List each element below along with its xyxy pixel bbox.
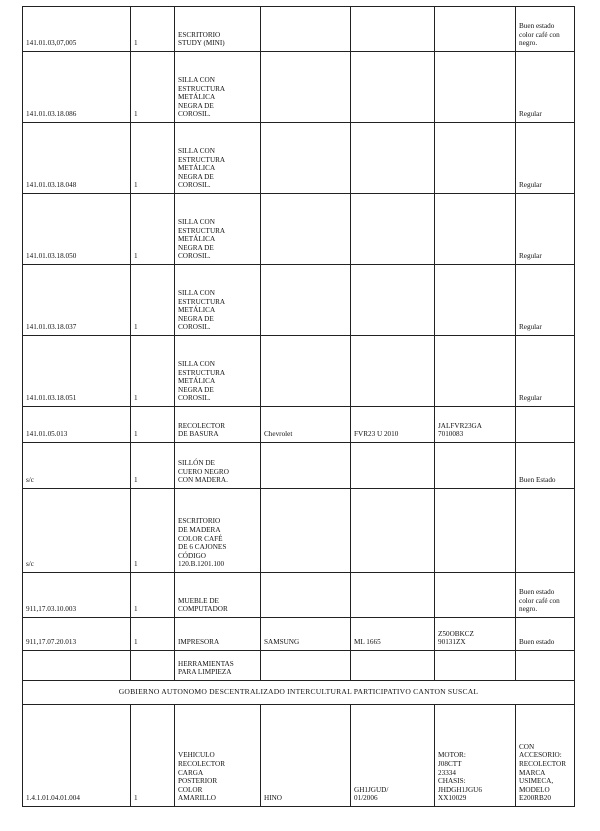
brand-cell xyxy=(261,265,351,336)
description-cell: SILLÓN DE CUERO NEGRO CON MADERA. xyxy=(175,443,261,489)
description-cell: MUEBLE DE COMPUTADOR xyxy=(175,573,261,618)
model-cell xyxy=(351,123,435,194)
observation-cell xyxy=(516,489,575,573)
code-cell: 141.01.03.18.050 xyxy=(23,194,131,265)
code-cell: 911,17.07.20.013 xyxy=(23,618,131,651)
section-banner-row xyxy=(23,681,575,705)
code-cell: 141.01.05.013 xyxy=(23,407,131,443)
code-cell: s/c xyxy=(23,443,131,489)
model-cell xyxy=(351,651,435,681)
table-row xyxy=(23,52,575,123)
brand-cell xyxy=(261,123,351,194)
qty-cell: 1 xyxy=(131,336,175,407)
qty-cell: 1 xyxy=(131,573,175,618)
brand-cell xyxy=(261,651,351,681)
brand-cell: Chevrolet xyxy=(261,407,351,443)
serial-cell: Z50OBKCZ 90131ZX xyxy=(435,618,516,651)
description-cell: SILLA CON ESTRUCTURA METÁLICA NEGRA DE COROSIL. xyxy=(175,123,261,194)
model-cell xyxy=(351,489,435,573)
qty-cell: 1 xyxy=(131,123,175,194)
observation-cell: Buen estado color café con negro. xyxy=(516,7,575,52)
description-cell: SILLA CON ESTRUCTURA METÁLICA NEGRA DE COROSIL. xyxy=(175,52,261,123)
description-cell: ESCRITORIO STUDY (MINI) xyxy=(175,7,261,52)
observation-cell: Regular xyxy=(516,52,575,123)
brand-cell xyxy=(261,7,351,52)
description-cell: SILLA CON ESTRUCTURA METÁLICA NEGRA DE COROSIL. xyxy=(175,265,261,336)
section-banner: GOBIERNO AUTONOMO DESCENTRALIZADO INTERCULTURAL PARTICIPATIVO CANTON SUSCAL xyxy=(23,681,575,705)
table-row xyxy=(23,336,575,407)
brand-cell: HINO xyxy=(261,705,351,807)
observation-cell xyxy=(516,407,575,443)
observation-cell: Regular xyxy=(516,194,575,265)
brand-cell xyxy=(261,336,351,407)
inventory-table xyxy=(22,6,575,807)
table-row xyxy=(23,407,575,443)
table-row xyxy=(23,7,575,52)
code-cell: 1.4.1.01.04.01.004 xyxy=(23,705,131,807)
serial-cell xyxy=(435,489,516,573)
code-cell: 141.01.03,07,005 xyxy=(23,7,131,52)
model-cell xyxy=(351,7,435,52)
description-cell: HERRAMIENTAS PARA LIMPIEZA xyxy=(175,651,261,681)
qty-cell xyxy=(131,651,175,681)
brand-cell xyxy=(261,194,351,265)
table-row xyxy=(23,265,575,336)
serial-cell xyxy=(435,52,516,123)
table-row xyxy=(23,573,575,618)
table-row xyxy=(23,123,575,194)
description-cell: RECOLECTOR DE BASURA xyxy=(175,407,261,443)
model-cell xyxy=(351,443,435,489)
code-cell: s/c xyxy=(23,489,131,573)
code-cell: 141.01.03.18.037 xyxy=(23,265,131,336)
qty-cell: 1 xyxy=(131,407,175,443)
code-cell: 141.01.03.18.086 xyxy=(23,52,131,123)
qty-cell: 1 xyxy=(131,705,175,807)
code-cell: 141.01.03.18.048 xyxy=(23,123,131,194)
observation-cell: Buen Estado xyxy=(516,443,575,489)
description-cell: SILLA CON ESTRUCTURA METÁLICA NEGRA DE COROSIL. xyxy=(175,194,261,265)
serial-cell xyxy=(435,194,516,265)
model-cell xyxy=(351,336,435,407)
qty-cell: 1 xyxy=(131,194,175,265)
table-row xyxy=(23,618,575,651)
qty-cell: 1 xyxy=(131,52,175,123)
observation-cell: Regular xyxy=(516,265,575,336)
brand-cell xyxy=(261,443,351,489)
serial-cell: MOTOR: J08CTT 23334 CHASIS: JHDGH1JGU6 XX10029 xyxy=(435,705,516,807)
table-row xyxy=(23,651,575,681)
qty-cell: 1 xyxy=(131,7,175,52)
model-cell xyxy=(351,194,435,265)
code-cell: 911,17.03.10.003 xyxy=(23,573,131,618)
serial-cell xyxy=(435,651,516,681)
brand-cell: SAMSUNG xyxy=(261,618,351,651)
serial-cell xyxy=(435,265,516,336)
model-cell: GH1JGUD/ 01/2006 xyxy=(351,705,435,807)
brand-cell xyxy=(261,489,351,573)
description-cell: ESCRITORIO DE MADERA COLOR CAFÉ DE 6 CAJONES CÓDIGO 120.B.1201.100 xyxy=(175,489,261,573)
table-row xyxy=(23,443,575,489)
observation-cell: Regular xyxy=(516,123,575,194)
table-row xyxy=(23,489,575,573)
observation-cell: Buen estado color café con negro. xyxy=(516,573,575,618)
table-row xyxy=(23,705,575,807)
description-cell: VEHICULO RECOLECTOR CARGA POSTERIOR COLOR AMARILLO xyxy=(175,705,261,807)
model-cell: FVR23 U 2010 xyxy=(351,407,435,443)
serial-cell xyxy=(435,7,516,52)
serial-cell xyxy=(435,336,516,407)
code-cell: 141.01.03.18.051 xyxy=(23,336,131,407)
table-row xyxy=(23,194,575,265)
qty-cell: 1 xyxy=(131,265,175,336)
model-cell: ML 1665 xyxy=(351,618,435,651)
description-cell: SILLA CON ESTRUCTURA METÁLICA NEGRA DE COROSIL. xyxy=(175,336,261,407)
serial-cell xyxy=(435,123,516,194)
observation-cell: CON ACCESORIO: RECOLECTOR MARCA USIMECA, MODELO E200RB20 xyxy=(516,705,575,807)
code-cell xyxy=(23,651,131,681)
model-cell xyxy=(351,265,435,336)
brand-cell xyxy=(261,52,351,123)
qty-cell: 1 xyxy=(131,443,175,489)
model-cell xyxy=(351,52,435,123)
serial-cell: JALFVR23GA 7010083 xyxy=(435,407,516,443)
qty-cell: 1 xyxy=(131,618,175,651)
observation-cell xyxy=(516,651,575,681)
serial-cell xyxy=(435,573,516,618)
observation-cell: Regular xyxy=(516,336,575,407)
qty-cell: 1 xyxy=(131,489,175,573)
description-cell: IMPRESORA xyxy=(175,618,261,651)
brand-cell xyxy=(261,573,351,618)
observation-cell: Buen estado xyxy=(516,618,575,651)
model-cell xyxy=(351,573,435,618)
serial-cell xyxy=(435,443,516,489)
